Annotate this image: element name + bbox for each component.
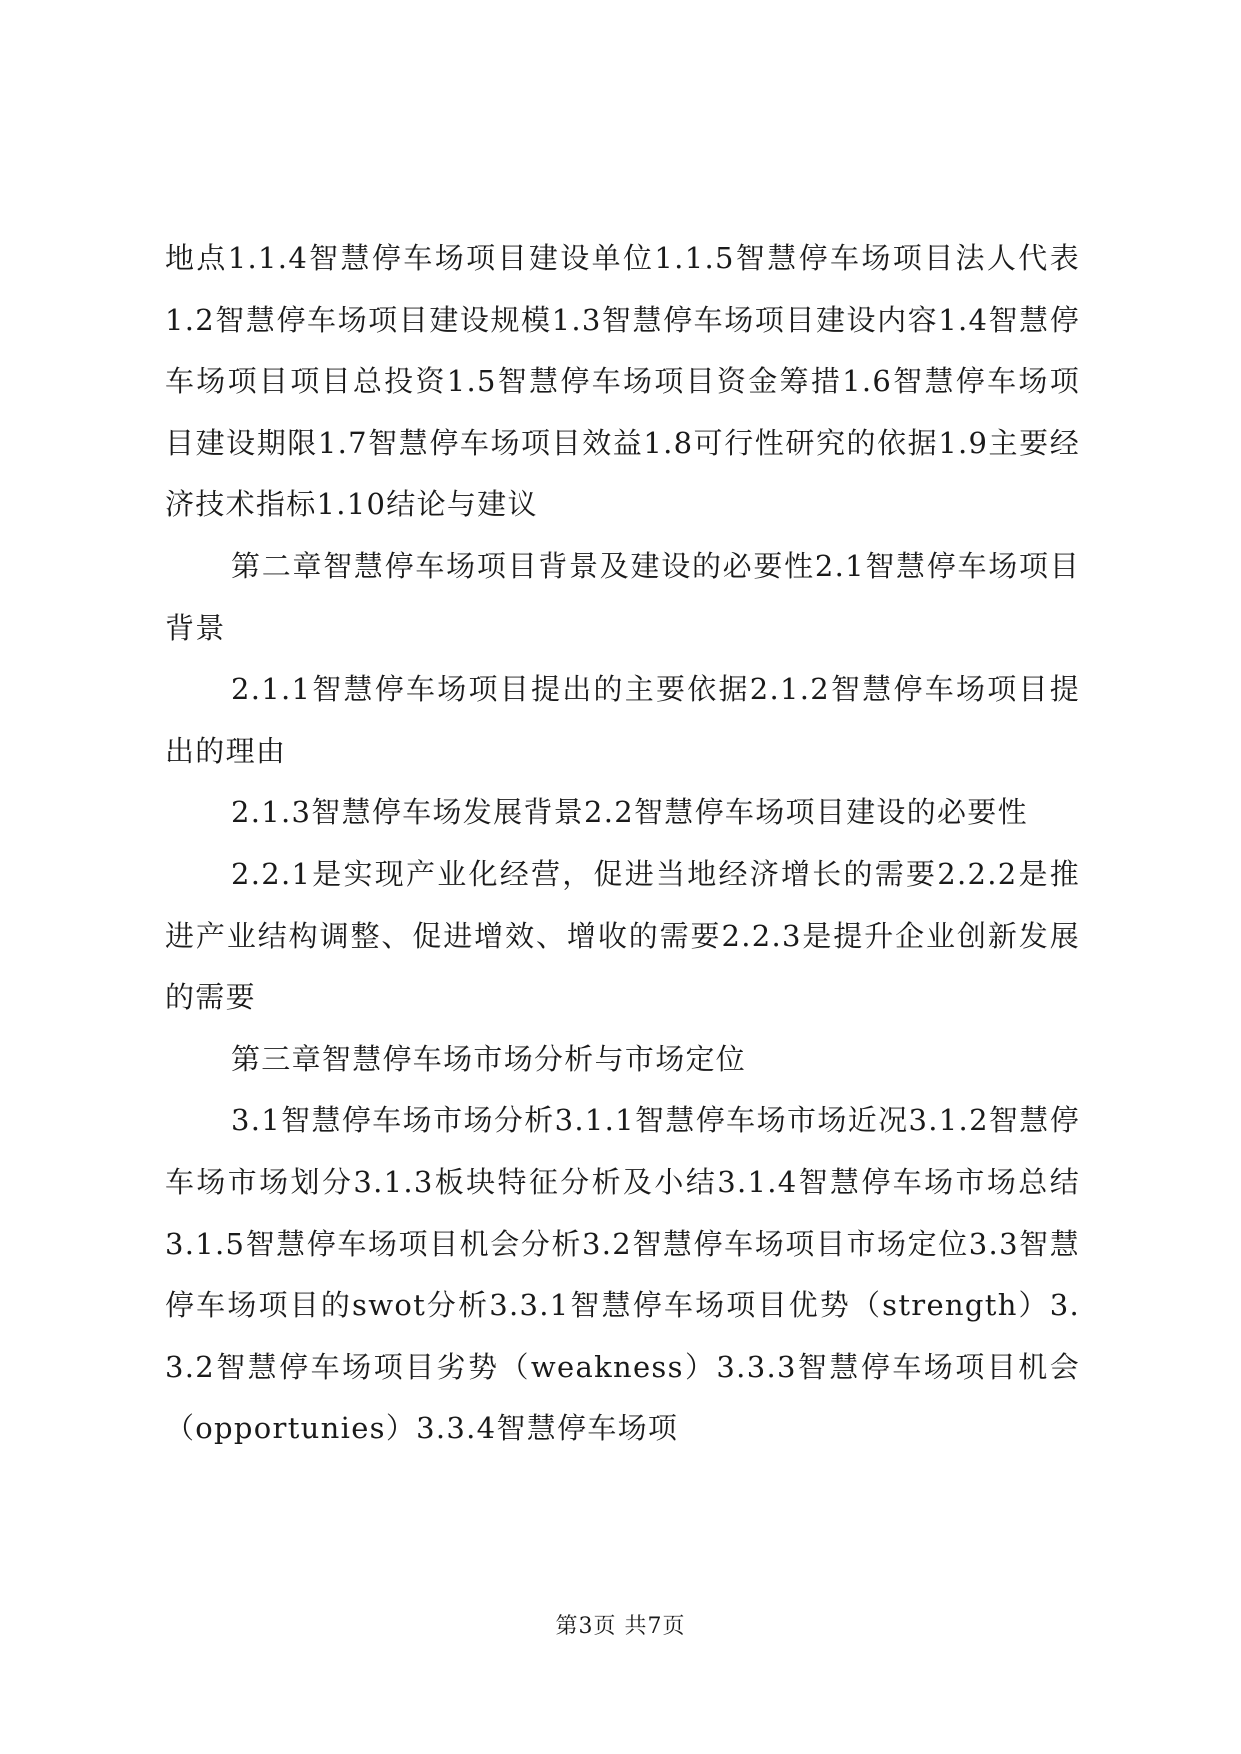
paragraph-chapter3-heading: 第三章智慧停车场市场分析与市场定位 — [231, 1041, 747, 1076]
paragraph-section-2-1-1: 2.1.1智慧停车场项目提出的主要依据2.1.2智慧停车场项目提出的理由 — [165, 672, 1080, 768]
paragraph-chapter1-contents: 地点1.1.4智慧停车场项目建设单位1.1.5智慧停车场项目法人代表1.2智慧停车场项目建设规模1.3智慧停车场项目建设内容1.4智慧停车场项目项目总投资1.5智慧停车场项目资金筹措1.6智慧停车场项目建设期限1.7智慧停车场项目效益1.8可行性研究的依据1.9主要经济技术指标1.10结论与建议 — [165, 241, 1080, 522]
paragraph-chapter2-heading: 第二章智慧停车场项目背景及建设的必要性2.1智慧停车场项目背景 — [165, 548, 1080, 645]
paragraph-section-2-1-3: 2.1.3智慧停车场发展背景2.2智慧停车场项目建设的必要性 — [231, 795, 1028, 830]
paragraph-section-3-1: 3.1智慧停车场市场分析3.1.1智慧停车场市场近况3.1.2智慧停车场市场划分3.1.3板块特征分析及小结3.1.4智慧停车场市场总结3.1.5智慧停车场项目机会分析3.2智慧停车场项目市场定位3.3智慧停车场项目的swot分析3.3.1智慧停车场项目优势（strength）3.3.2智慧停车场项目劣势（weakness）3.3.3智慧停车场项目机会（opportunies）3.3.4智慧停车场项 — [165, 1103, 1080, 1446]
document-body — [165, 228, 1080, 1460]
paragraph-section-2-2-1: 2.2.1是实现产业化经营，促进当地经济增长的需要2.2.2是推进产业结构调整、促进增效、增收的需要2.2.3是提升企业创新发展的需要 — [165, 856, 1080, 1015]
page-footer — [0, 1609, 1241, 1640]
page-number-label: 第3页 共7页 — [555, 1614, 686, 1639]
